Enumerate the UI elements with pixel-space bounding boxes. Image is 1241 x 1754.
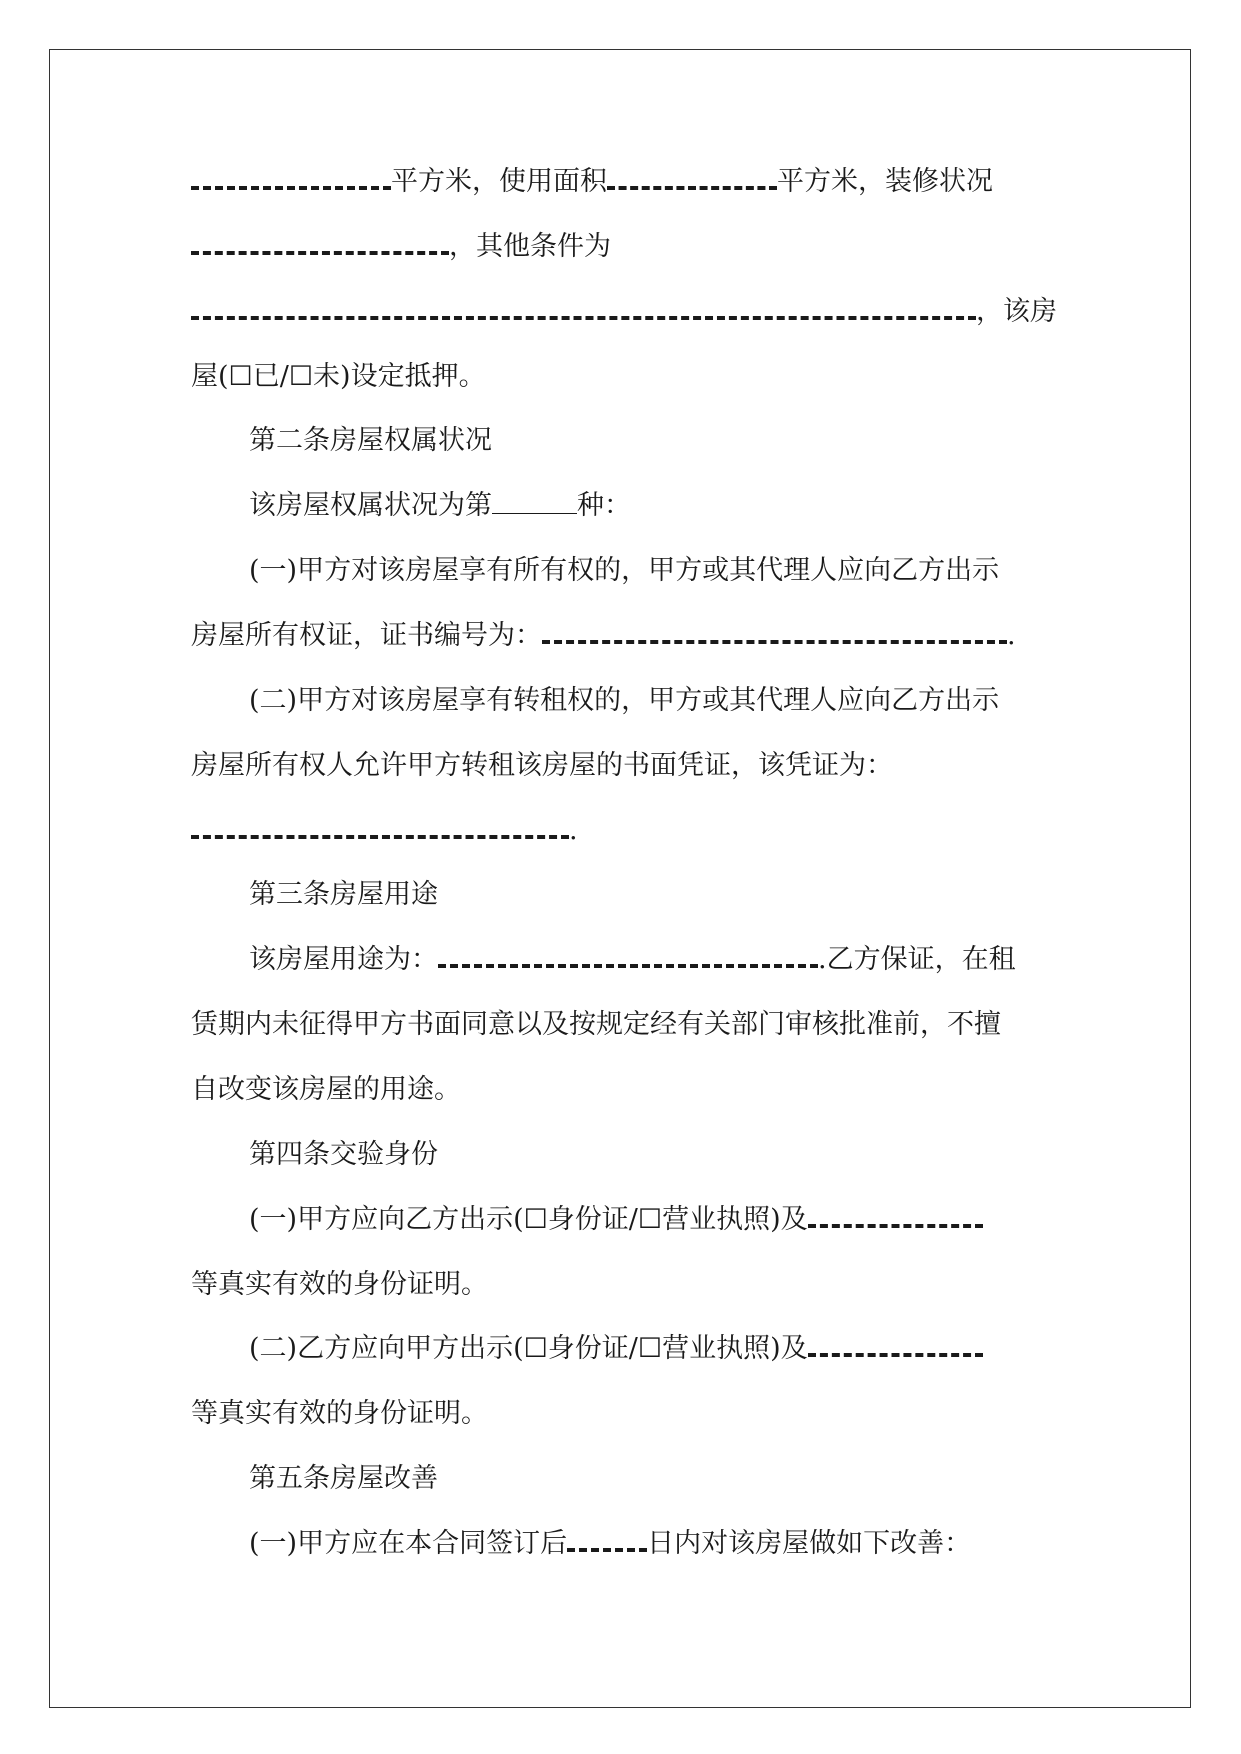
text-line: (二)甲方对该房屋享有转租权的，甲方或其代理人应向乙方出示 xyxy=(249,685,1000,716)
fill-blank[interactable] xyxy=(808,1202,983,1228)
section-heading: 第四条交验身份 xyxy=(249,1139,438,1170)
text-segment: (一)甲方应向乙方出示(☐身份证/☐营业执照)及 xyxy=(249,1204,808,1235)
text-segment: 种： xyxy=(577,490,631,521)
text-line: 房屋所有权人允许甲方转租该房屋的书面凭证，该凭证为： xyxy=(191,750,893,781)
text-segment: . xyxy=(569,815,578,846)
text-segment: (一)甲方应在本合同签订后 xyxy=(249,1528,568,1559)
text-segment: 平方米，装修状况 xyxy=(777,166,993,197)
text-line xyxy=(249,1524,971,1564)
text-segment: . xyxy=(1007,620,1016,651)
fill-blank[interactable] xyxy=(191,294,976,320)
text-line xyxy=(249,1329,983,1369)
fill-blank[interactable] xyxy=(438,942,818,968)
fill-blank[interactable] xyxy=(191,164,391,190)
text-line xyxy=(249,1200,983,1240)
text-line xyxy=(249,940,1016,980)
fill-blank[interactable] xyxy=(492,489,577,514)
text-segment: 房屋所有权证，证书编号为： xyxy=(191,620,542,651)
text-segment: 日内对该房屋做如下改善： xyxy=(647,1528,972,1559)
text-segment: ，其他条件为 xyxy=(449,231,611,262)
fill-blank[interactable] xyxy=(567,1526,647,1552)
fill-blank[interactable] xyxy=(607,164,777,190)
fill-blank[interactable] xyxy=(191,229,449,255)
fill-blank[interactable] xyxy=(542,618,1007,644)
text-segment: 平方米，使用面积 xyxy=(391,166,607,197)
fill-blank[interactable] xyxy=(808,1331,983,1357)
text-line: 等真实有效的身份证明。 xyxy=(191,1398,488,1429)
section-heading: 第二条房屋权属状况 xyxy=(249,425,492,456)
text-line: 自改变该房屋的用途。 xyxy=(191,1074,461,1105)
text-line: 赁期内未征得甲方书面同意以及按规定经有关部门审核批准前，不擅 xyxy=(191,1009,1001,1040)
text-line xyxy=(249,486,631,526)
text-line xyxy=(191,616,1016,656)
text-line xyxy=(191,227,611,267)
text-line xyxy=(191,292,1057,332)
text-segment: ，该房 xyxy=(976,296,1057,327)
text-line xyxy=(191,811,578,851)
text-line xyxy=(191,162,993,202)
text-segment: 该房屋权属状况为第 xyxy=(249,490,492,521)
text-segment: 该房屋用途为： xyxy=(249,944,438,975)
section-heading: 第三条房屋用途 xyxy=(249,879,438,910)
text-line: 屋(☐已/☐未)设定抵押。 xyxy=(191,361,486,392)
text-line: (一)甲方对该房屋享有所有权的，甲方或其代理人应向乙方出示 xyxy=(249,555,1000,586)
text-segment: .乙方保证，在租 xyxy=(818,944,1016,975)
text-line: 等真实有效的身份证明。 xyxy=(191,1269,488,1300)
text-segment: (二)乙方应向甲方出示(☐身份证/☐营业执照)及 xyxy=(249,1333,808,1364)
fill-blank[interactable] xyxy=(191,813,569,839)
section-heading: 第五条房屋改善 xyxy=(249,1463,438,1494)
